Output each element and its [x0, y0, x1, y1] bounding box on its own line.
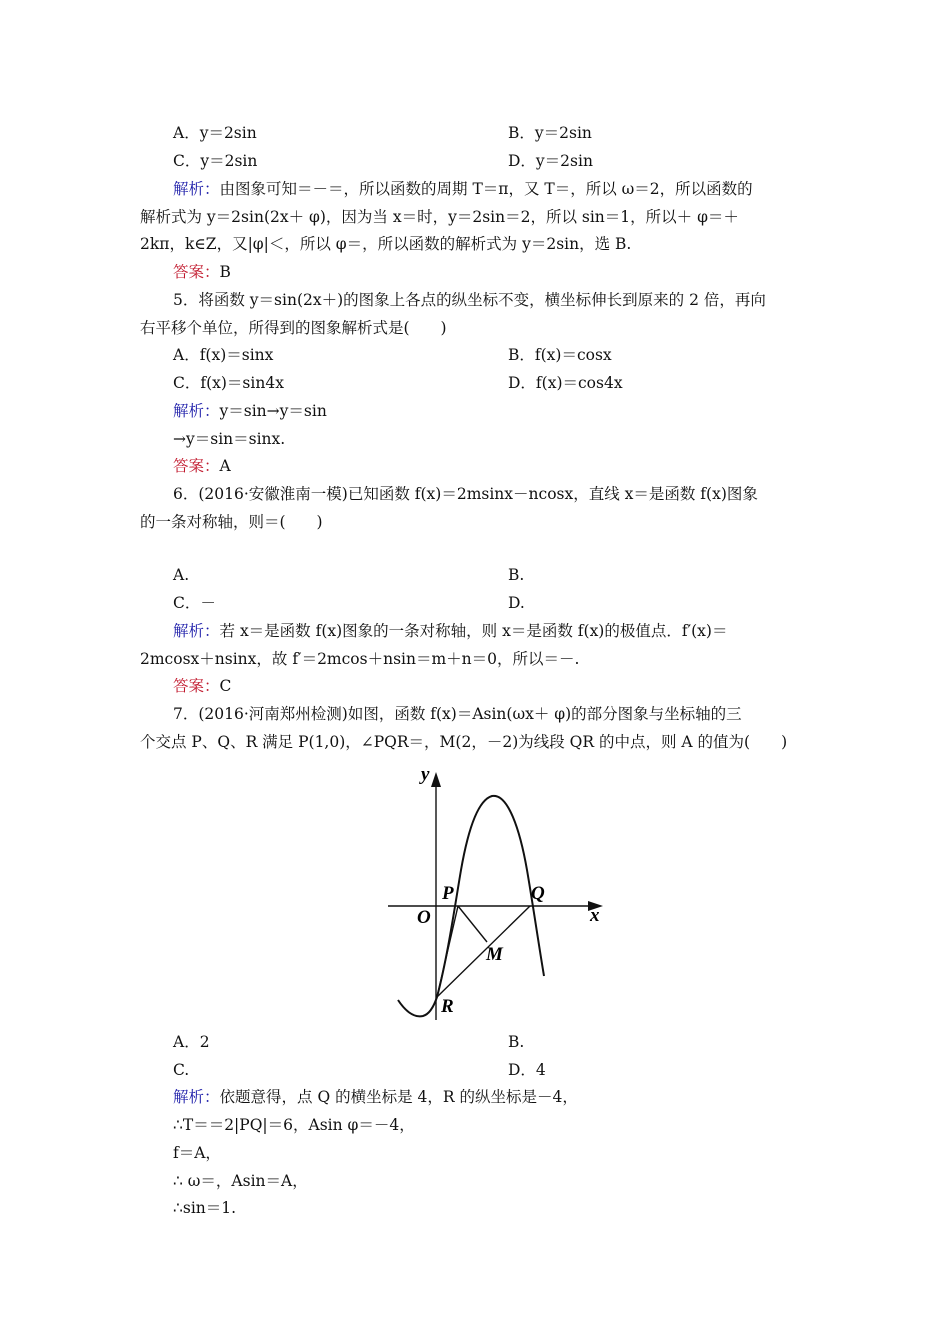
q5-stem-line2: 右平移个单位，所得到的图象解析式是( ) [140, 319, 447, 337]
q7-option-a: A．2 [173, 1033, 210, 1051]
q4-answer [173, 262, 231, 282]
q4-solution-text1: 由图象可知＝－＝，所以函数的周期 T＝π，又 T＝，所以 ω＝2，所以函数的 [219, 180, 753, 198]
y-axis-label: y [421, 764, 430, 785]
q7-solution-line2: ∴T＝＝2|PQ|＝6，Asin φ＝－4， [173, 1116, 415, 1134]
q6-solution-line1 [173, 621, 727, 641]
q4-option-c: C．y＝2sin [173, 152, 258, 170]
q4-option-a: A．y＝2sin [173, 124, 257, 142]
q5-option-c: C．f(x)＝sin4x [173, 374, 284, 392]
x-axis-label: x [590, 905, 600, 926]
q7-solution-text1: 依题意得，点 Q 的横坐标是 4，R 的纵坐标是－4， [219, 1088, 578, 1106]
solution-label: 解析： [173, 180, 220, 198]
q7-solution-line3: f＝A， [173, 1144, 221, 1162]
q6-solution-text1: 若 x＝是函数 f(x)图象的一条对称轴，则 x＝是函数 f(x)的极值点．f′(x)＝ [219, 622, 728, 640]
answer-label: 答案： [173, 457, 220, 475]
q4-solution-line2: 解析式为 y＝2sin(2x＋ φ)，因为当 x＝时，y＝2sin＝2，所以 sin＝1，所以＋ φ＝＋ [140, 208, 739, 226]
point-r-label: R [441, 996, 454, 1017]
y-axis-arrow [431, 772, 441, 787]
q7-solution-line1 [173, 1087, 578, 1107]
solution-label: 解析： [173, 402, 220, 420]
q5-option-d: D．f(x)＝cos4x [508, 374, 623, 392]
q7-option-c: C. [173, 1061, 190, 1079]
answer-label: 答案： [173, 263, 220, 281]
q4-solution-line1 [173, 179, 753, 199]
origin-label: O [417, 907, 431, 928]
q6-option-d: D. [508, 594, 525, 612]
point-m-label: M [486, 944, 503, 965]
q6-option-a: A. [173, 566, 190, 584]
q4-solution-line3: 2kπ，k∈Z，又|φ|＜，所以 φ＝，所以函数的解析式为 y＝2sin，选 B. [140, 235, 632, 253]
q6-solution-line2: 2mcosx＋nsinx，故 f′＝2mcos＋nsin＝m＋n＝0，所以＝－. [140, 650, 580, 668]
sine-graph-figure [380, 760, 620, 1025]
segment-qr [437, 906, 530, 997]
q4-option-d: D．y＝2sin [508, 152, 593, 170]
q6-stem-line2: 的一条对称轴，则＝( ) [140, 513, 323, 531]
answer-label: 答案： [173, 677, 220, 695]
q6-answer [173, 676, 231, 696]
q7-stem-line1: 7．(2016·河南郑州检测)如图，函数 f(x)＝Asin(ωx＋ φ)的部分图象与坐标轴的三 [173, 705, 742, 723]
q7-solution-line4: ∴ ω＝，Asin＝A， [173, 1172, 308, 1190]
q4-option-b: B．y＝2sin [508, 124, 592, 142]
q5-option-a: A．f(x)＝sinx [173, 346, 274, 364]
point-p-label: P [442, 883, 454, 904]
q7-option-b: B. [508, 1033, 525, 1051]
q5-solution-line2: →y＝sin＝sinx. [173, 430, 286, 448]
q5-solution-line1 [173, 401, 327, 421]
q6-stem-line1: 6．(2016·安徽淮南一模)已知函数 f(x)＝2msinx－ncosx，直线 x＝是函数 f(x)图象 [173, 485, 758, 503]
q6-answer-value: C [219, 677, 232, 695]
solution-label: 解析： [173, 1088, 220, 1106]
q6-option-c: C．－ [173, 594, 216, 612]
q7-stem-line2: 个交点 P、Q、R 满足 P(1,0)，∠PQR＝，M(2，－2)为线段 QR 的中点，则 A 的值为( ) [140, 733, 788, 751]
q6-option-b: B. [508, 566, 525, 584]
q4-answer-value: B [219, 263, 231, 281]
q5-stem-line1: 5．将函数 y＝sin(2x＋)的图象上各点的纵坐标不变，横坐标伸长到原来的 2 倍，再向 [173, 291, 766, 309]
q5-option-b: B．f(x)＝cosx [508, 346, 612, 364]
solution-label: 解析： [173, 622, 220, 640]
segment-pr [437, 906, 458, 997]
point-q-label: Q [531, 883, 545, 904]
q7-solution-line5: ∴sin＝1. [173, 1199, 237, 1217]
q5-solution-text1: y＝sin→y＝sin [219, 402, 327, 420]
segment-pm [458, 906, 487, 942]
q5-answer-value: A [219, 457, 231, 475]
q7-option-d: D．4 [508, 1061, 546, 1079]
q5-answer [173, 456, 231, 476]
